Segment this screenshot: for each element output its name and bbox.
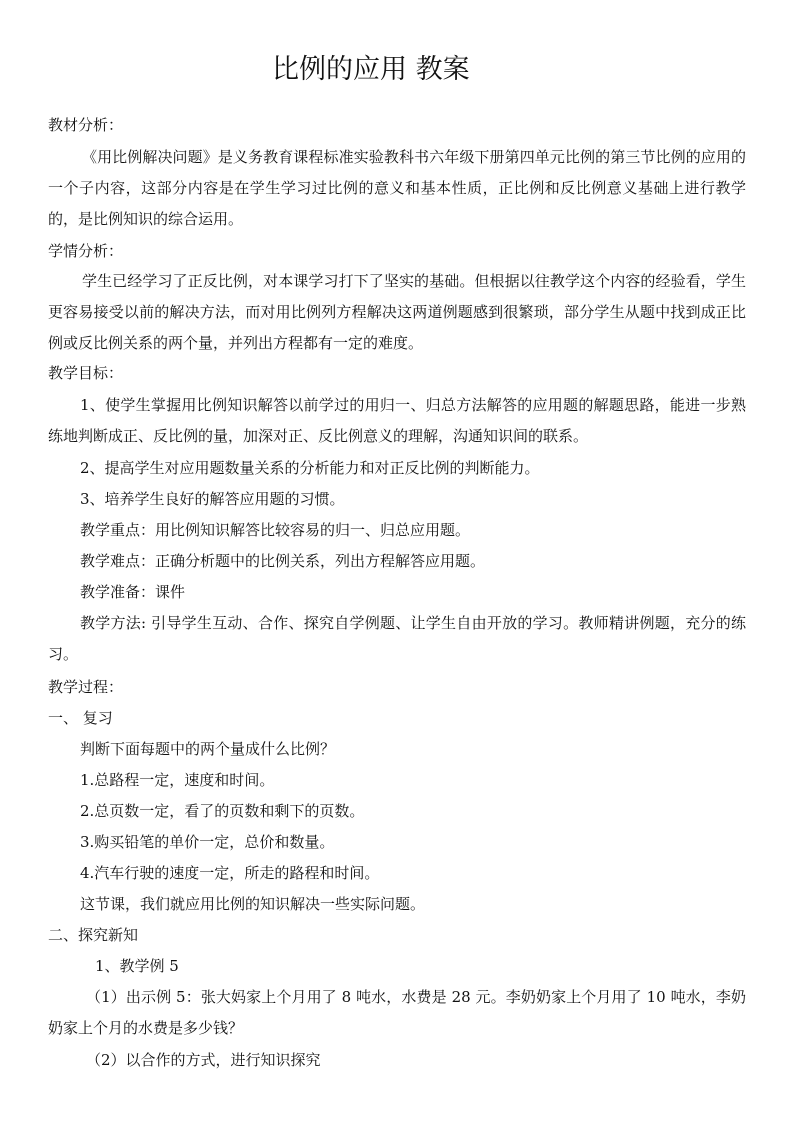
goal-item-2: 2、提高学生对应用题数量关系的分析能力和对正反比例的判断能力。 — [80, 459, 540, 477]
textbook-analysis-body: 《用比例解决问题》是义务教育课程标准实验教科书六年级下册第四单元比例的第三节比例的应用的一个子内容，这部分内容是在学生学习过比例的意义和基本性质，正比例和反比例意义基础上进行教学的，是比例知识的综合运用。 — [48, 148, 746, 228]
example-heading: 1、教学例 5 — [95, 957, 179, 975]
textbook-analysis-label: 教材分析： — [48, 116, 124, 134]
teaching-process-label: 教学过程： — [48, 678, 124, 696]
teaching-preparation: 教学准备：课件 — [80, 583, 186, 601]
teaching-method: 教学方法: 引导学生互动、合作、探究自学例题、让学生自由开放的学习。教师精讲例题，充分的练习。 — [48, 614, 746, 663]
review-closing: 这节课，我们就应用比例的知识解决一些实际问题。 — [80, 895, 426, 913]
review-item: 1.总路程一定，速度和时间。 — [80, 771, 275, 789]
review-question: 判断下面每题中的两个量成什么比例？ — [80, 740, 336, 758]
review-item: 3.购买铅笔的单价一定，总价和数量。 — [80, 833, 335, 851]
page-title: 比例的应用 教案 — [272, 54, 470, 85]
teaching-key-point: 教学重点：用比例知识解答比较容易的归一、归总应用题。 — [80, 521, 471, 539]
teaching-difficulty: 教学难点：正确分析题中的比例关系，列出方程解答应用题。 — [80, 552, 486, 570]
goal-item-3: 3、培养学生良好的解答应用题的习惯。 — [80, 490, 345, 508]
review-item: 2.总页数一定，看了的页数和剩下的页数。 — [80, 802, 365, 820]
student-analysis-body: 学生已经学习了正反比例，对本课学习打下了坚实的基础。但根据以往教学这个内容的经验看，学生更容易接受以前的解决方法，而对用比例列方程解决这两道例题感到很繁琐，部分学生从题中找到成正比例或反比例关系的两个量，并列出方程都有一定的难度。 — [48, 272, 746, 352]
student-analysis-label: 学情分析： — [48, 242, 124, 260]
review-item: 4.汽车行驶的速度一定，所走的路程和时间。 — [80, 864, 380, 882]
goal-item-1: 1、使学生掌握用比例知识解答以前学过的用归一、归总方法解答的应用题的解题思路，能进一步熟练地判断成正、反比例的量，加深对正、反比例意义的理解，沟通知识间的联系。 — [48, 396, 746, 445]
teaching-goals-label: 教学目标： — [48, 364, 124, 382]
example-step-2: （2）以合作的方式，进行知识探究 — [86, 1051, 321, 1069]
review-heading: 一、 复习 — [48, 709, 113, 727]
explore-heading: 二、探究新知 — [48, 926, 139, 944]
example-step-1: （1）出示例 5：张大妈家上个月用了 8 吨水，水费是 28 元。李奶奶家上个月用了 10 吨水，李奶奶家上个月的水费是多少钱？ — [48, 988, 746, 1037]
